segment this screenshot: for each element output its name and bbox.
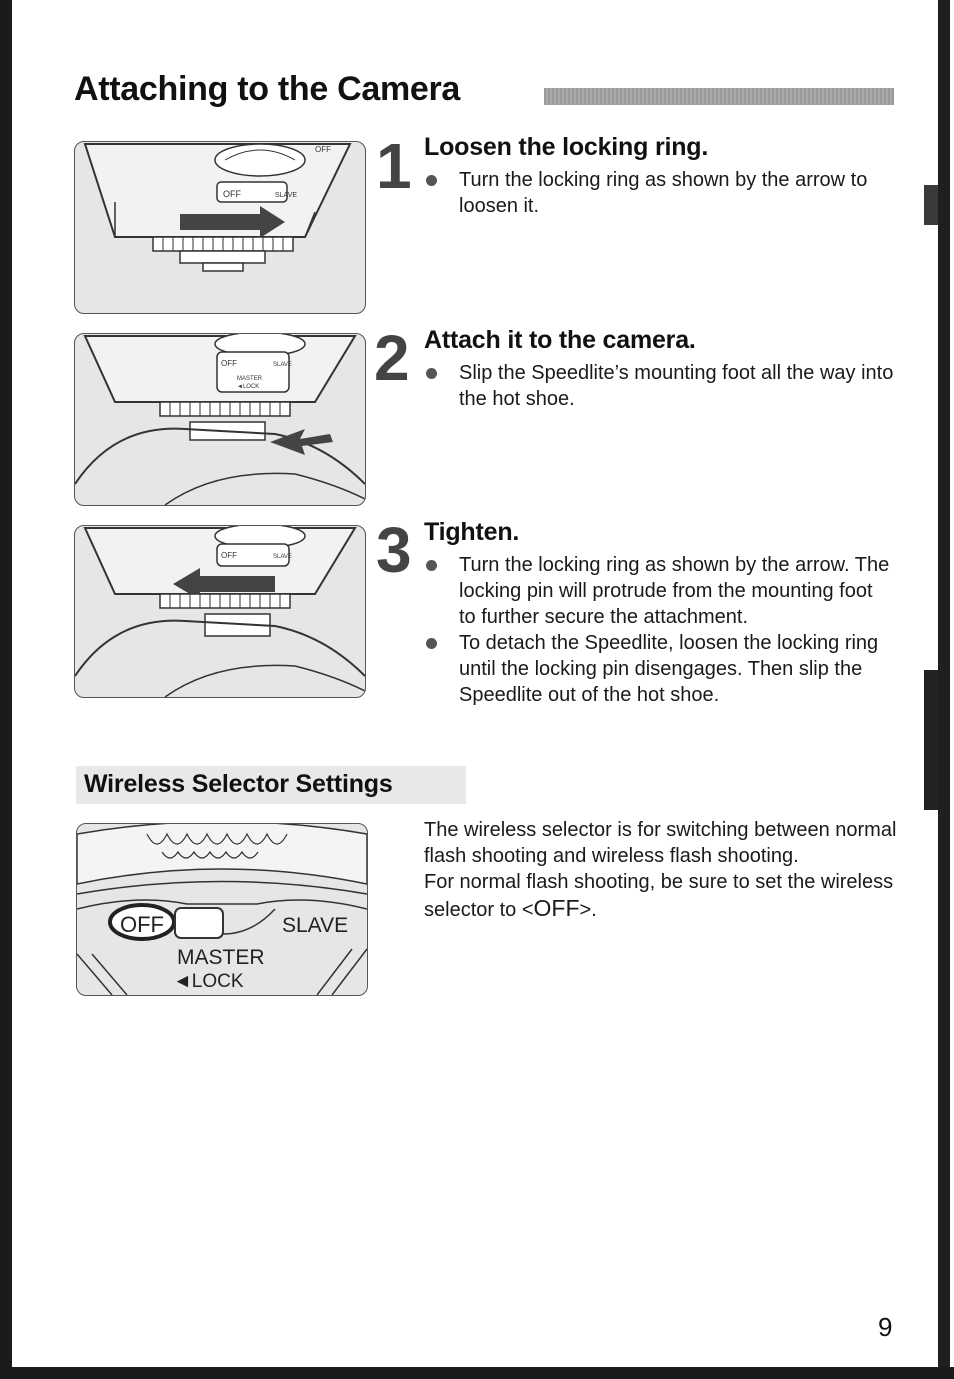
step-2-bullet: Slip the Speedlite’s mounting foot all the way into the hot shoe. [424,360,899,412]
fig2-off-label: OFF [221,359,237,368]
page-edge-left [0,0,12,1379]
step-1-bullet: Turn the locking ring as shown by the arrow to loosen it. [424,167,899,219]
fig1-off-label: OFF [223,189,241,199]
wireless-description [424,817,899,923]
fig3-off-label: OFF [221,551,237,560]
fig1-top-label: OFF [315,145,331,154]
fig2-slave-label: SLAVE [273,362,292,368]
chapter-tab-lower [924,670,938,810]
fig2-master-label: MASTER [237,376,263,382]
step-number-2: 2 [374,322,410,394]
step-heading-1: Loosen the locking ring. [424,133,709,161]
wireless-para-1: The wireless selector is for switching between normal flash shooting and wireless flash shooting. [424,819,897,867]
wireless-para-2: For normal flash shooting, be sure to set the wireless selector to <OFF>. [424,871,894,921]
figure-attach-camera [74,333,366,506]
wireless-section-header [76,766,466,804]
bullet-dot-icon [426,560,437,571]
step-heading-2: Attach it to the camera. [424,326,696,354]
title-rule [544,88,894,105]
fig4-lock-label: ◄LOCK [173,971,244,992]
page-title: Attaching to the Camera [74,70,461,108]
page-edge-right [938,0,950,1379]
fig4-off-label: OFF [120,912,164,937]
fig4-master-label: MASTER [177,946,265,969]
step-2-bullets [424,360,899,412]
step-3-bullets [424,552,894,708]
bullet-dot-icon [426,175,437,186]
page-edge-bottom [0,1367,954,1379]
step-3-bullet: To detach the Speedlite, loosen the locking ring until the locking pin disengages. Then slip the Speedlite out of the hot shoe. [424,630,894,708]
step-heading-3: Tighten. [424,518,520,546]
fig4-slave-label: SLAVE [282,914,349,937]
figure-tighten-ring [74,525,366,698]
step-3-bullet: Turn the locking ring as shown by the arrow. The locking pin will protrude from the mounting foot to further secure the attachment. [424,552,894,630]
figure-loosen-ring [74,141,366,314]
step-1-bullets [424,167,899,219]
wireless-heading: Wireless Selector Settings [84,770,393,798]
page-number: 9 [878,1312,893,1342]
step-number-1: 1 [376,130,412,202]
bullet-dot-icon [426,368,437,379]
off-value: OFF [533,895,580,921]
figure-wireless-selector [76,823,368,996]
fig3-slave-label: SLAVE [273,554,292,560]
fig1-slave-label: SLAVE [275,192,298,199]
step-number-3: 3 [376,514,412,586]
fig2-lock-label: ◄LOCK [237,384,260,390]
bullet-dot-icon [426,638,437,649]
chapter-tab-upper [924,185,938,225]
